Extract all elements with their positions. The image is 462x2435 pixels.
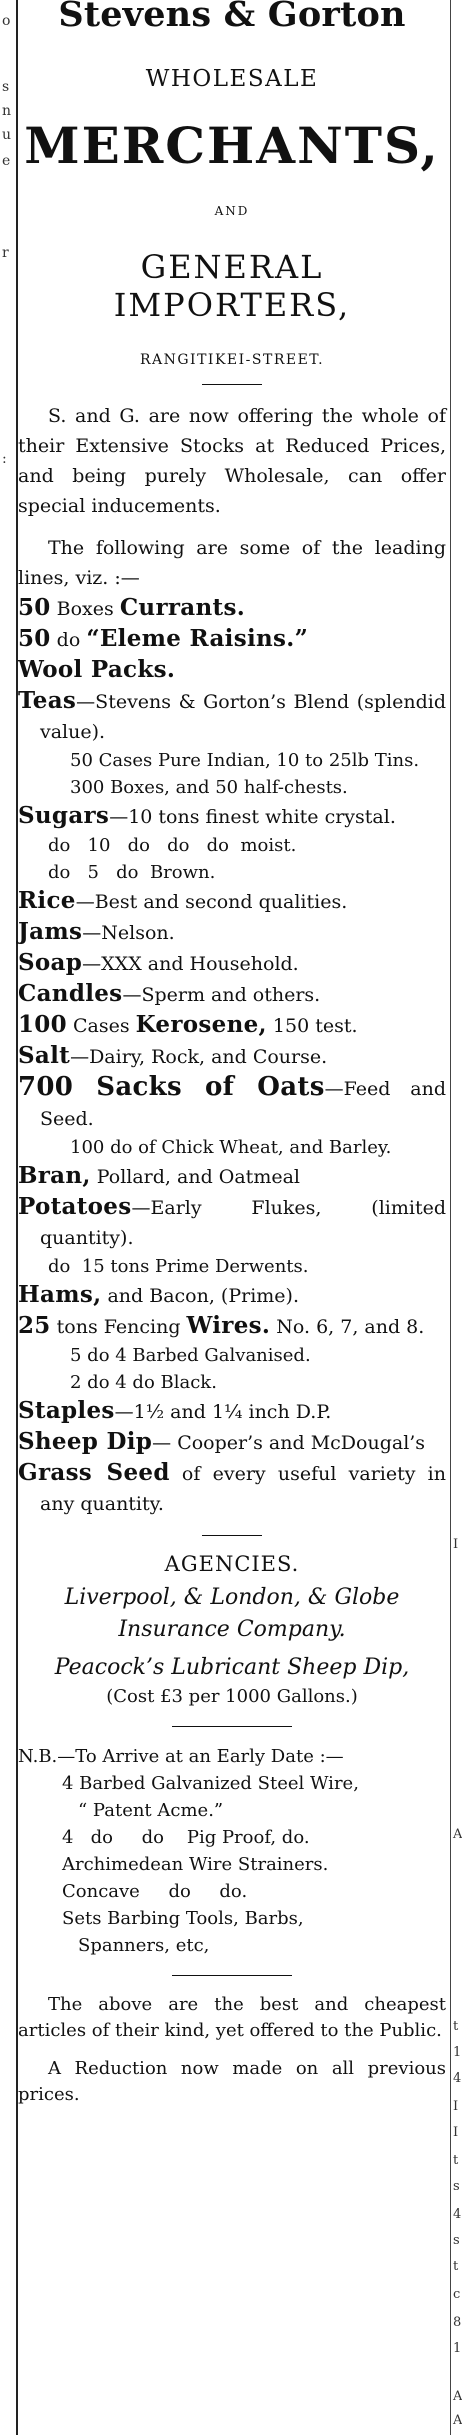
edge-fragment: 4	[453, 2207, 462, 2222]
nb-line: Sets Barbing Tools, Barbs,	[62, 1908, 304, 1929]
edge-fragment: e	[2, 153, 11, 169]
edge-fragment: I	[453, 2125, 459, 2140]
edge-fragment: s	[453, 2179, 460, 2194]
edge-fragment: c	[453, 2287, 461, 2302]
advertisement-column	[18, 0, 446, 2108]
list-item: Soap—XXX and Household.	[18, 949, 299, 976]
edge-fragment: :	[2, 451, 7, 467]
list-subitem: do 10 do do do moist.	[48, 835, 297, 856]
agency-sheep-dip-cost: (Cost £3 per 1000 Gallons.)	[106, 1686, 358, 1707]
list-subitem: 100 do of Chick Wheat, and Barley.	[70, 1137, 392, 1158]
list-item: Wool Packs.	[18, 656, 176, 683]
edge-fragment: A	[453, 1827, 462, 1842]
firm-name: Stevens & Gorton	[58, 0, 406, 35]
list-item: Sheep Dip— Cooper’s and McDougal’s	[18, 1428, 426, 1455]
heading-merchants: MERCHANTS,	[24, 116, 440, 175]
list-item: Grass Seed of every useful variety in any quantity.	[18, 1459, 446, 1515]
edge-fragment: A	[453, 2389, 462, 2404]
list-item: Rice—Best and second qualities.	[18, 887, 348, 914]
closing-paragraph: The above are the best and cheapest articles of their kind, yet offered to the Public.	[18, 1994, 446, 2041]
list-item: Salt—Dairy, Rock, and Course.	[18, 1042, 328, 1069]
nb-line: “ Patent Acme.”	[78, 1800, 224, 1821]
list-item: Potatoes—Early Flukes, (limited quantity).	[18, 1193, 446, 1249]
edge-fragment: u	[2, 127, 12, 143]
list-item: Teas—Stevens & Gorton’s Blend (splendid value).	[18, 687, 446, 743]
divider-rule	[202, 384, 262, 385]
list-item: Bran, Pollard, and Oatmeal	[18, 1162, 300, 1189]
list-subitem: do 5 do Brown.	[48, 862, 216, 883]
street-address: RANGITIKEI-STREET.	[139, 352, 325, 368]
list-item: 100 Cases Kerosene, 150 test.	[18, 1011, 358, 1038]
agency-sheep-dip: Peacock’s Lubricant Sheep Dip,	[54, 1655, 410, 1680]
list-subitem: 50 Cases Pure Indian, 10 to 25lb Tins.	[70, 750, 420, 771]
list-item: Sugars—10 tons finest white crystal.	[18, 802, 396, 829]
list-subitem: 300 Boxes, and 50 half-chests.	[70, 777, 348, 798]
edge-fragment: 1	[453, 2341, 462, 2356]
edge-fragment: t	[453, 2019, 459, 2034]
edge-fragment: r	[2, 245, 9, 261]
divider-rule	[202, 1535, 262, 1536]
list-item: 50 Boxes Currants.	[18, 594, 245, 621]
nb-heading: N.B.—To Arrive at an Early Date :—	[18, 1746, 344, 1767]
nb-line: 4 Barbed Galvanized Steel Wire,	[62, 1773, 359, 1794]
edge-fragment: s	[453, 2233, 460, 2248]
list-item: Candles—Sperm and others.	[18, 980, 321, 1007]
list-item: 25 tons Fencing Wires. No. 6, 7, and 8.	[18, 1312, 425, 1339]
list-item: 700 Sacks of Oats—Feed and Seed.	[18, 1072, 446, 1130]
edge-fragment: t	[453, 2153, 459, 2168]
list-item: Hams, and Bacon, (Prime).	[18, 1281, 300, 1308]
left-column-edge	[0, 0, 18, 2435]
edge-fragment: I	[453, 1537, 459, 1552]
edge-fragment: 8	[453, 2315, 462, 2330]
list-item: Jams—Nelson.	[18, 918, 175, 945]
edge-fragment: t	[453, 2259, 459, 2274]
agency-insurance: Liverpool, & London, & Globe Insurance Company.	[64, 1585, 400, 1642]
divider-rule	[172, 1726, 292, 1727]
edge-fragment: 4	[453, 2071, 462, 2086]
list-subitem: 5 do 4 Barbed Galvanised.	[70, 1345, 311, 1366]
intro-leading-lines: The following are some of the leading lines, viz. :—	[18, 537, 446, 589]
edge-fragment: o	[2, 13, 11, 29]
list-subitem: do 15 tons Prime Derwents.	[48, 1256, 309, 1277]
nb-line: Concave do do.	[62, 1881, 248, 1902]
heading-wholesale: WHOLESALE	[145, 66, 319, 92]
heading-and: AND	[214, 204, 250, 218]
edge-fragment: A	[453, 2413, 462, 2428]
intro-paragraph: S. and G. are now offering the whole of their Extensive Stocks at Reduced Prices, and being purely Wholesale, can offer special inducements.	[18, 405, 446, 517]
edge-fragment: 1	[453, 2045, 462, 2060]
agencies-heading: AGENCIES.	[164, 1552, 300, 1576]
nb-line: Spanners, etc,	[78, 1935, 210, 1956]
list-item: Staples—1½ and 1¼ inch D.P.	[18, 1397, 332, 1424]
edge-fragment: I	[453, 2099, 459, 2114]
list-subitem: 2 do 4 do Black.	[70, 1372, 217, 1393]
edge-fragment: n	[2, 103, 12, 119]
right-column-edge	[450, 0, 462, 2435]
closing-reduction-notice: A Reduction now made on all previous prices.	[18, 2058, 446, 2105]
divider-rule	[172, 1975, 292, 1976]
nb-line: 4 do do Pig Proof, do.	[62, 1827, 310, 1848]
heading-importers: GENERAL IMPORTERS,	[113, 248, 351, 324]
nb-line: Archimedean Wire Strainers.	[62, 1854, 329, 1875]
edge-fragment: s	[2, 79, 10, 95]
list-item: 50 do “Eleme Raisins.”	[18, 625, 309, 652]
